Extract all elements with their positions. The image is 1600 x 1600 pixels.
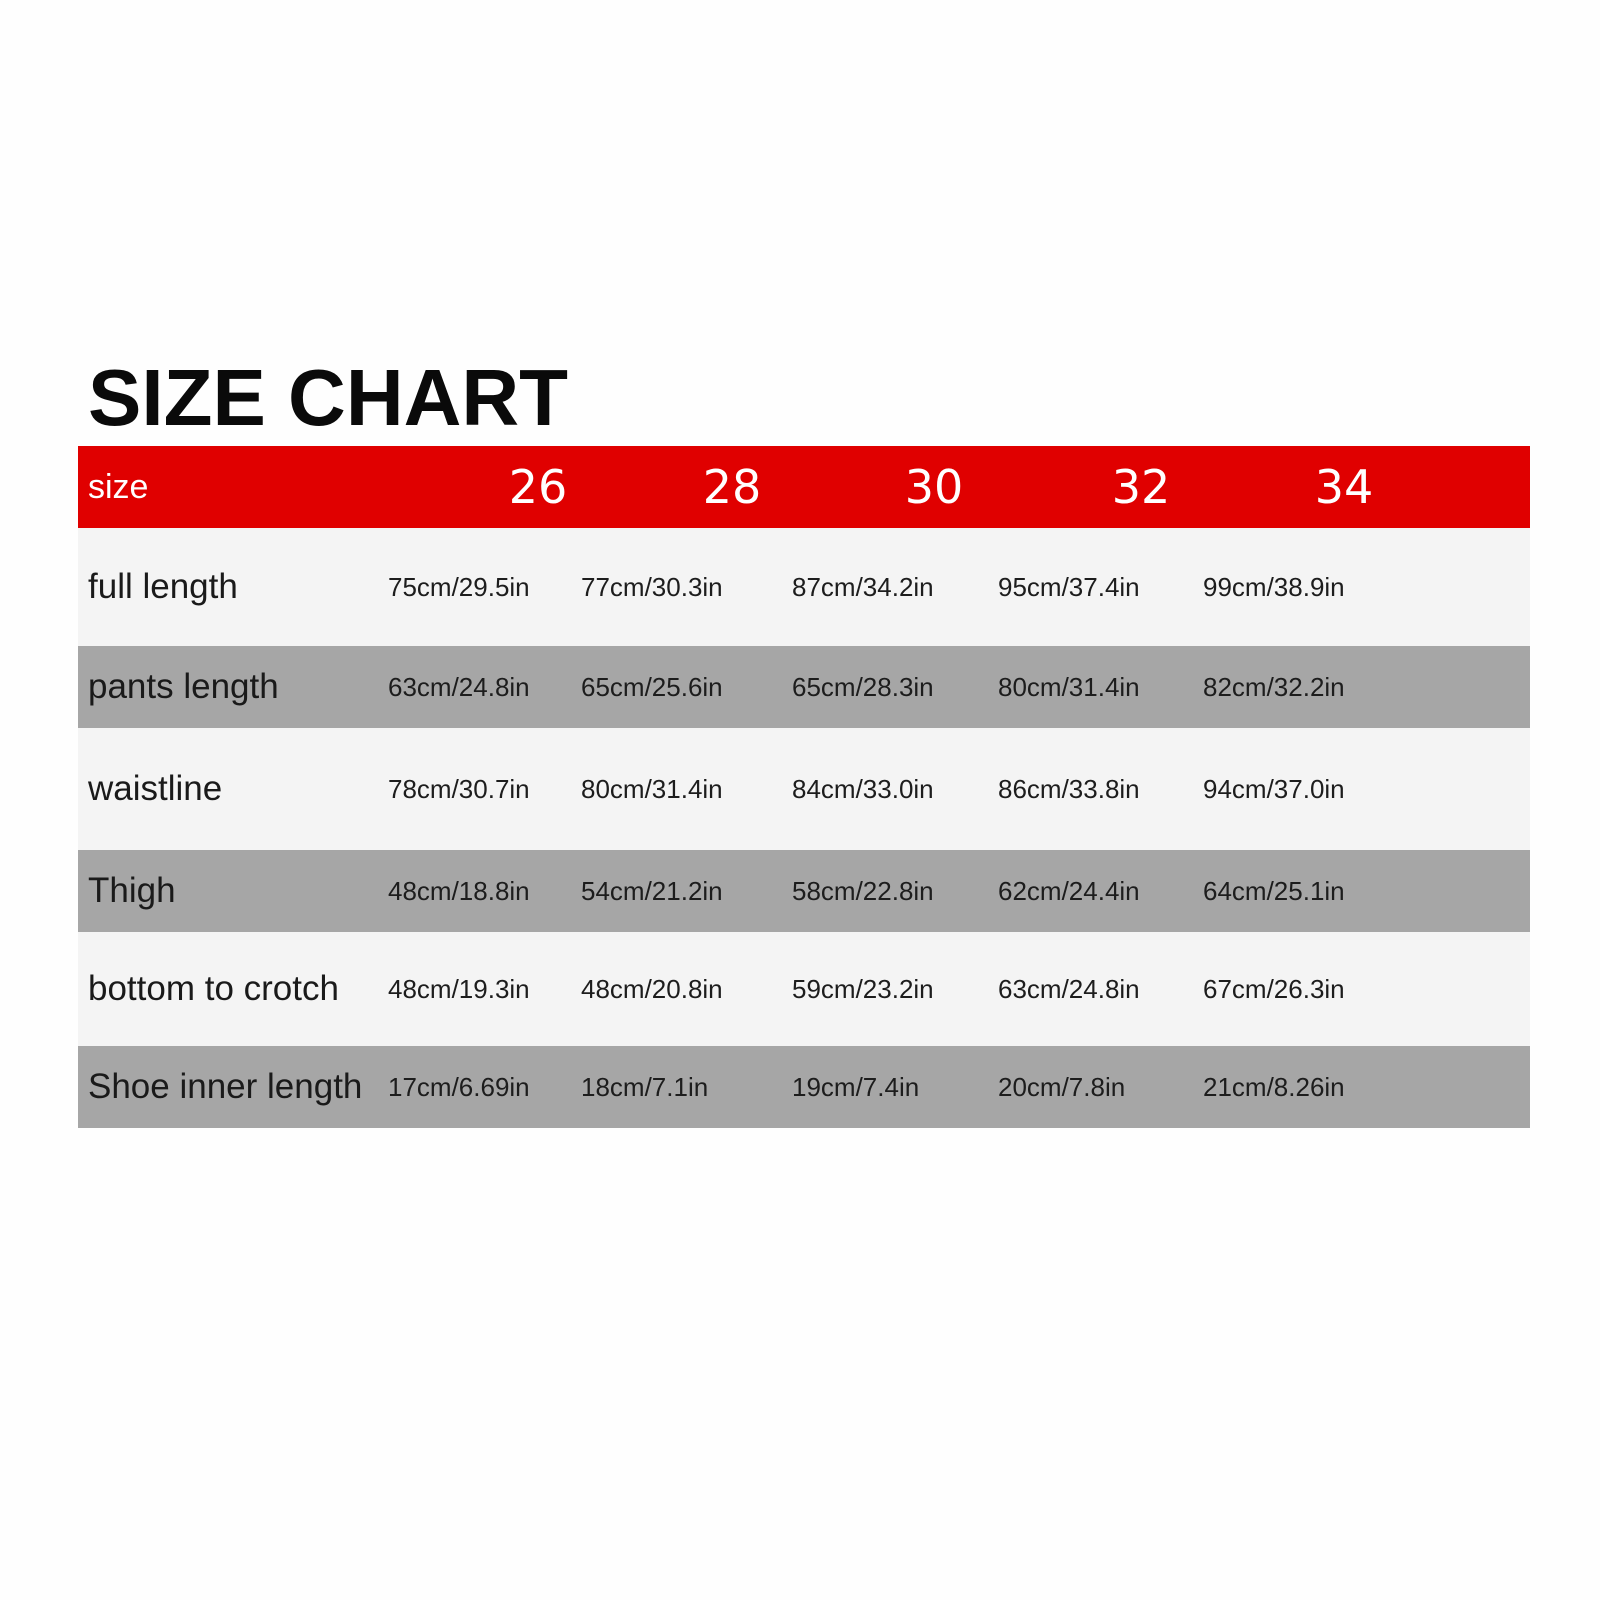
table-cell: 21cm/8.26in — [1203, 1071, 1345, 1102]
header-size-30: 30 — [904, 460, 964, 514]
table-cell: 67cm/26.3in — [1203, 973, 1345, 1004]
table-cell: 80cm/31.4in — [581, 773, 723, 804]
table-cell: 86cm/33.8in — [998, 773, 1140, 804]
header-label: size — [88, 467, 149, 506]
table-cell: 87cm/34.2in — [792, 571, 934, 602]
table-cell: 58cm/22.8in — [792, 875, 934, 906]
page-title: SIZE CHART — [88, 353, 568, 442]
table-cell: 20cm/7.8in — [998, 1071, 1126, 1102]
table-row-shoe-inner-length — [78, 1046, 1530, 1128]
row-label: bottom to crotch — [88, 969, 339, 1008]
table-cell: 48cm/19.3in — [388, 973, 530, 1004]
table-row-waistline — [78, 728, 1530, 850]
table-cell: 59cm/23.2in — [792, 973, 934, 1004]
table-cell: 84cm/33.0in — [792, 773, 934, 804]
header-size-34: 34 — [1314, 460, 1374, 514]
row-label: waistline — [88, 769, 223, 808]
table-cell: 94cm/37.0in — [1203, 773, 1345, 804]
table-row-thigh — [78, 850, 1530, 932]
table-header-row — [78, 446, 1530, 528]
table-cell: 80cm/31.4in — [998, 671, 1140, 702]
table-cell: 18cm/7.1in — [581, 1071, 709, 1102]
header-size-28: 28 — [702, 460, 762, 514]
header-size-32: 32 — [1111, 460, 1171, 514]
row-label: full length — [88, 567, 238, 606]
table-row-pants-length — [78, 646, 1530, 728]
table-row-bottom-to-crotch — [78, 932, 1530, 1046]
size-table — [78, 446, 1530, 1128]
table-cell: 19cm/7.4in — [792, 1071, 920, 1102]
table-cell: 48cm/20.8in — [581, 973, 723, 1004]
table-cell: 75cm/29.5in — [388, 571, 530, 602]
table-cell: 63cm/24.8in — [388, 671, 530, 702]
table-cell: 17cm/6.69in — [388, 1071, 530, 1102]
header-size-26: 26 — [508, 460, 568, 514]
table-row-full-length — [78, 528, 1530, 646]
table-cell: 82cm/32.2in — [1203, 671, 1345, 702]
table-cell: 65cm/25.6in — [581, 671, 723, 702]
table-cell: 54cm/21.2in — [581, 875, 723, 906]
row-label: Shoe inner length — [88, 1067, 363, 1106]
table-cell: 62cm/24.4in — [998, 875, 1140, 906]
table-cell: 48cm/18.8in — [388, 875, 530, 906]
table-cell: 78cm/30.7in — [388, 773, 530, 804]
row-label: Thigh — [88, 871, 176, 910]
table-cell: 64cm/25.1in — [1203, 875, 1345, 906]
table-cell: 99cm/38.9in — [1203, 571, 1345, 602]
table-cell: 63cm/24.8in — [998, 973, 1140, 1004]
table-cell: 65cm/28.3in — [792, 671, 934, 702]
table-cell: 77cm/30.3in — [581, 571, 723, 602]
row-label: pants length — [88, 667, 279, 706]
table-cell: 95cm/37.4in — [998, 571, 1140, 602]
